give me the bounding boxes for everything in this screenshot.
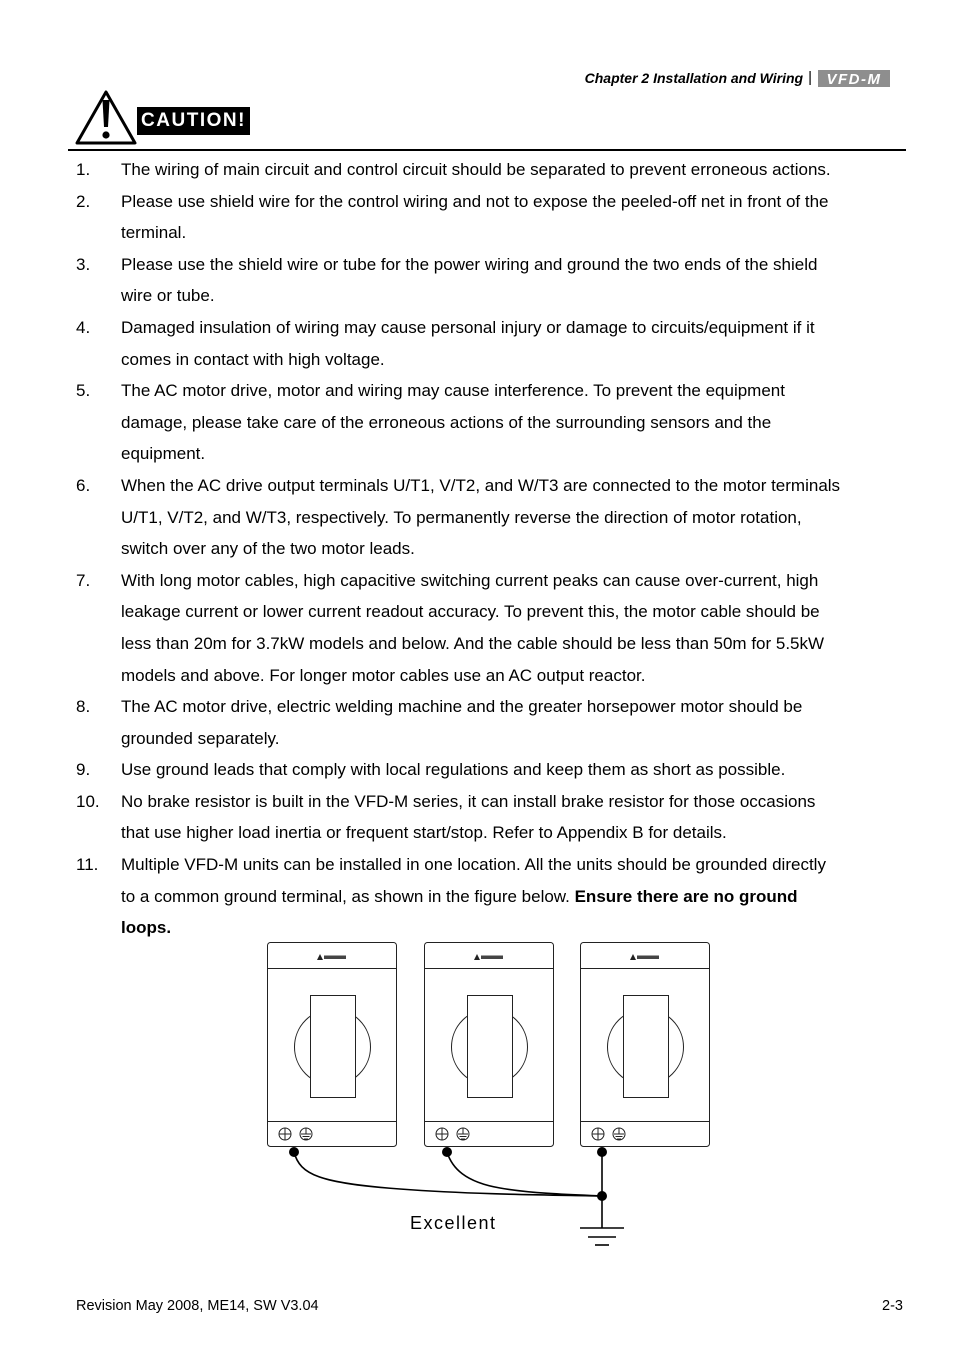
- item-text-line: [121, 881, 954, 913]
- item-number: 1.: [76, 160, 91, 179]
- item-text-line: Damaged insulation of wiring may cause personal injury or damage to circuits/equipment if it: [121, 317, 815, 337]
- list-item: [0, 375, 954, 470]
- item-number: 10.: [76, 791, 100, 811]
- warning-triangle-icon: [75, 90, 137, 146]
- product-logo-text: VFD-M: [826, 70, 882, 87]
- figure-caption: Excellent: [410, 1213, 497, 1233]
- display-panel: [624, 996, 669, 1098]
- drive-unit: [268, 943, 397, 1147]
- item-text-line: The AC motor drive, electric welding machine and the greater horsepower motor should be: [121, 697, 803, 717]
- chapter-title: Chapter 2 Installation and Wiring: [584, 70, 804, 86]
- terminal-screw-icon: [279, 1128, 291, 1140]
- caution-label: CAUTION!: [137, 107, 250, 135]
- list-item: [0, 786, 954, 849]
- page-number: 2-3: [882, 1298, 903, 1314]
- list-item: [0, 565, 954, 691]
- item-text-line: U/T1, V/T2, and W/T3, respectively. To permanently reverse the direction of motor rotation,: [121, 507, 802, 527]
- item-number: 5.: [76, 381, 91, 401]
- heading-divider: [68, 149, 906, 151]
- display-panel: [311, 996, 356, 1098]
- wire-junction: [597, 1147, 607, 1157]
- list-item: [0, 312, 954, 375]
- list-item: [0, 691, 954, 754]
- drive-unit: [425, 943, 554, 1147]
- caution-list: [0, 154, 954, 944]
- terminal-screw-icon: [592, 1128, 604, 1140]
- item-number: 9.: [76, 760, 91, 780]
- wire-junction: [289, 1147, 299, 1157]
- item-text-line: leakage current or lower current readout accuracy. To prevent this, the motor cable should be: [121, 602, 820, 622]
- drive-unit: [581, 943, 710, 1147]
- ground-wire: [447, 1152, 602, 1196]
- item-text-line: Use ground leads that comply with local regulations and keep them as short as possible.: [121, 760, 786, 780]
- item-text-line: The AC motor drive, motor and wiring may cause interference. To prevent the equipment: [121, 381, 785, 401]
- item-text-line: equipment.: [121, 444, 206, 464]
- item-text-line: that use higher load inertia or frequent start/stop. Refer to Appendix B for details.: [121, 823, 727, 843]
- item-text: to a common ground terminal, as shown in the figure below.: [121, 886, 570, 906]
- item-text-line: models and above. For longer motor cables use an AC output reactor.: [121, 665, 646, 685]
- list-item: [0, 470, 954, 565]
- item-number: 8.: [76, 697, 91, 717]
- item-number: 11.: [76, 855, 99, 875]
- item-number: 2.: [76, 191, 91, 211]
- item-text-line: The wiring of main circuit and control circuit should be separated to prevent erroneous actions.: [121, 160, 831, 179]
- item-text-line: wire or tube.: [121, 286, 215, 306]
- item-text-line: grounded separately.: [121, 728, 280, 748]
- display-panel: [468, 996, 513, 1098]
- item-text-line: switch over any of the two motor leads.: [121, 539, 415, 559]
- item-text-line: Multiple VFD-M units can be installed in one location. All the units should be grounded directly: [121, 855, 826, 875]
- item-text-line: Please use shield wire for the control wiring and not to expose the peeled-off net in front of the: [121, 191, 829, 211]
- wire-junction: [442, 1147, 452, 1157]
- item-text-line: When the AC drive output terminals U/T1, V/T2, and W/T3 are connected to the motor terminals: [121, 475, 841, 495]
- list-item: [0, 154, 954, 186]
- item-number: 6.: [76, 475, 91, 495]
- item-text-line: less than 20m for 3.7kW models and below. And the cable should be less than 50m for 5.5kW: [121, 633, 825, 653]
- item-text-line: terminal.: [121, 223, 187, 243]
- item-text-line: comes in contact with high voltage.: [121, 349, 385, 369]
- item-text-line: With long motor cables, high capacitive switching current peaks can cause over-current, high: [121, 570, 819, 590]
- earth-ground-icon: [580, 1228, 624, 1245]
- page-header: [585, 69, 890, 87]
- ground-wire: [294, 1152, 602, 1196]
- item-text-line: Please use the shield wire or tube for the power wiring and ground the two ends of the shield: [121, 254, 818, 274]
- item-number: 7.: [76, 570, 91, 590]
- item-text-line: No brake resistor is built in the VFD-M series, it can install brake resistor for those occasions: [121, 791, 816, 811]
- wire-junction: [597, 1191, 607, 1201]
- emphasis-text: Ensure there are no ground: [574, 886, 798, 906]
- list-item: [0, 249, 954, 312]
- list-item: [0, 754, 954, 786]
- item-number: 4.: [76, 317, 91, 337]
- terminal-screw-icon: [436, 1128, 448, 1140]
- product-logo: [818, 70, 890, 87]
- header-separator: |: [808, 69, 812, 86]
- revision-info: Revision May 2008, ME14, SW V3.04: [76, 1298, 319, 1314]
- list-item: [0, 186, 954, 249]
- item-text-line: damage, please take care of the erroneous actions of the surrounding sensors and the: [121, 412, 772, 432]
- item-number: 3.: [76, 254, 91, 274]
- emphasis-text: loops.: [121, 918, 172, 938]
